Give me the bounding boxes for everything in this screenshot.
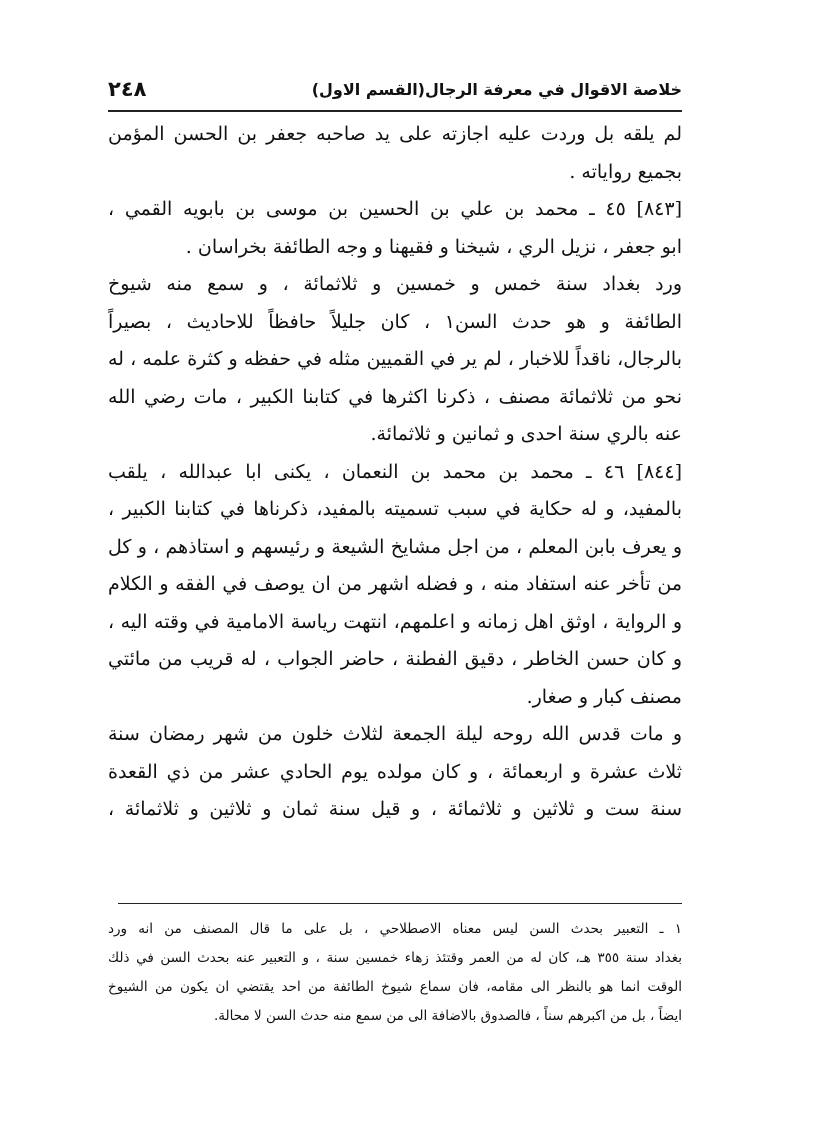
text-line: و كان حسن الخاطر ، دقيق الفطنة ، حاضر الجواب ، له قريب من مائتي — [108, 648, 682, 670]
text-line: من تأخر عنه استفاد منه ، و فضله اشهر من ان يوصف في الفقه و الكلام — [108, 573, 682, 595]
page-number: ٢٤٨ — [108, 77, 147, 101]
header-rule — [108, 110, 682, 112]
text-line: ثلاث عشرة و اربعمائة ، و كان مولده يوم الحادي عشر من ذي القعدة — [108, 760, 682, 783]
footnote-separator — [118, 903, 682, 904]
footnote-line: الوقت انما هو بالنظر الى مقامه، فان سماع شيوخ الطائفة من احد يقتضي ان يكون من الشيوخ — [108, 979, 682, 995]
footnote-line: ١ ـ التعبير بحدث السن ليس معناه الاصطلاحي ، بل على ما قال المصنف من انه ورد — [108, 921, 682, 937]
text-line: نحو من ثلاثمائة مصنف ، ذكرنا اكثرها في كتابنا الكبير ، مات رضي الله — [108, 385, 682, 408]
text-line: بالمفيد، و له حكاية في سبب تسميته بالمفيد، ذكرناها في كتابنا الكبير ، — [108, 498, 682, 520]
footnote-line: ايضاً ، بل من اكبرهم سناً ، فالصدوق بالاضافة الى من سمع منه حدث السن لا محالة. — [214, 1008, 682, 1024]
main-text — [108, 116, 682, 829]
page-header — [108, 74, 682, 104]
entry-844-heading: [٨٤٤] ٤٦ ـ محمد بن محمد بن النعمان ، يكنى ابا عبدالله ، يلقب — [108, 460, 682, 483]
text-line: مصنف كبار و صغار. — [526, 685, 682, 708]
footnote — [108, 915, 682, 1031]
running-title: خلاصة الاقوال في معرفة الرجال(القسم الاول) — [311, 79, 682, 99]
footnote-line: بغداد سنة ٣٥٥ هـ، كان له من العمر وقتئذ زهاء خمسين سنة ، و التعبير عنه بحدث السن في ذلك — [108, 950, 682, 966]
text-line: و يعرف بابن المعلم ، من اجل مشايخ الشيعة و رئيسهم و استاذهم ، و كل — [108, 535, 682, 558]
entry-843-heading: [٨٤٣] ٤٥ ـ محمد بن علي بن الحسين بن موسى بن بابويه القمي ، — [108, 198, 682, 220]
text-line: بجميع رواياته . — [569, 160, 682, 183]
text-line: الطائفة و هو حدث السن١ ، كان جليلاً حافظاً للاحاديث ، بصيراً — [108, 310, 682, 333]
text-line: و الرواية ، اوثق اهل زمانه و اعلمهم، انتهت رياسة الامامية في وقته اليه ، — [108, 610, 682, 633]
text-line: لم يلقه بل وردت عليه اجازته على يد صاحبه جعفر بن الحسن المؤمن — [108, 123, 682, 145]
text-line: و مات قدس الله روحه ليلة الجمعة لثلاث خلون من شهر رمضان سنة — [108, 723, 682, 745]
text-line: سنة ست و ثلاثين و ثلاثمائة ، و قيل سنة ثمان و ثلاثين و ثلاثمائة ، — [108, 798, 682, 820]
text-line: ابو جعفر ، نزيل الري ، شيخنا و فقيهنا و وجه الطائفة بخراسان . — [185, 235, 682, 258]
text-line: ورد بغداد سنة خمس و خمسين و ثلاثمائة ، و سمع منه شيوخ — [108, 273, 682, 295]
text-line: بالرجال، ناقداً للاخبار ، لم ير في القميين مثله في حفظه و كثرة علمه ، له — [108, 348, 682, 370]
text-line: عنه بالري سنة احدى و ثمانين و ثلاثمائة. — [370, 423, 682, 445]
